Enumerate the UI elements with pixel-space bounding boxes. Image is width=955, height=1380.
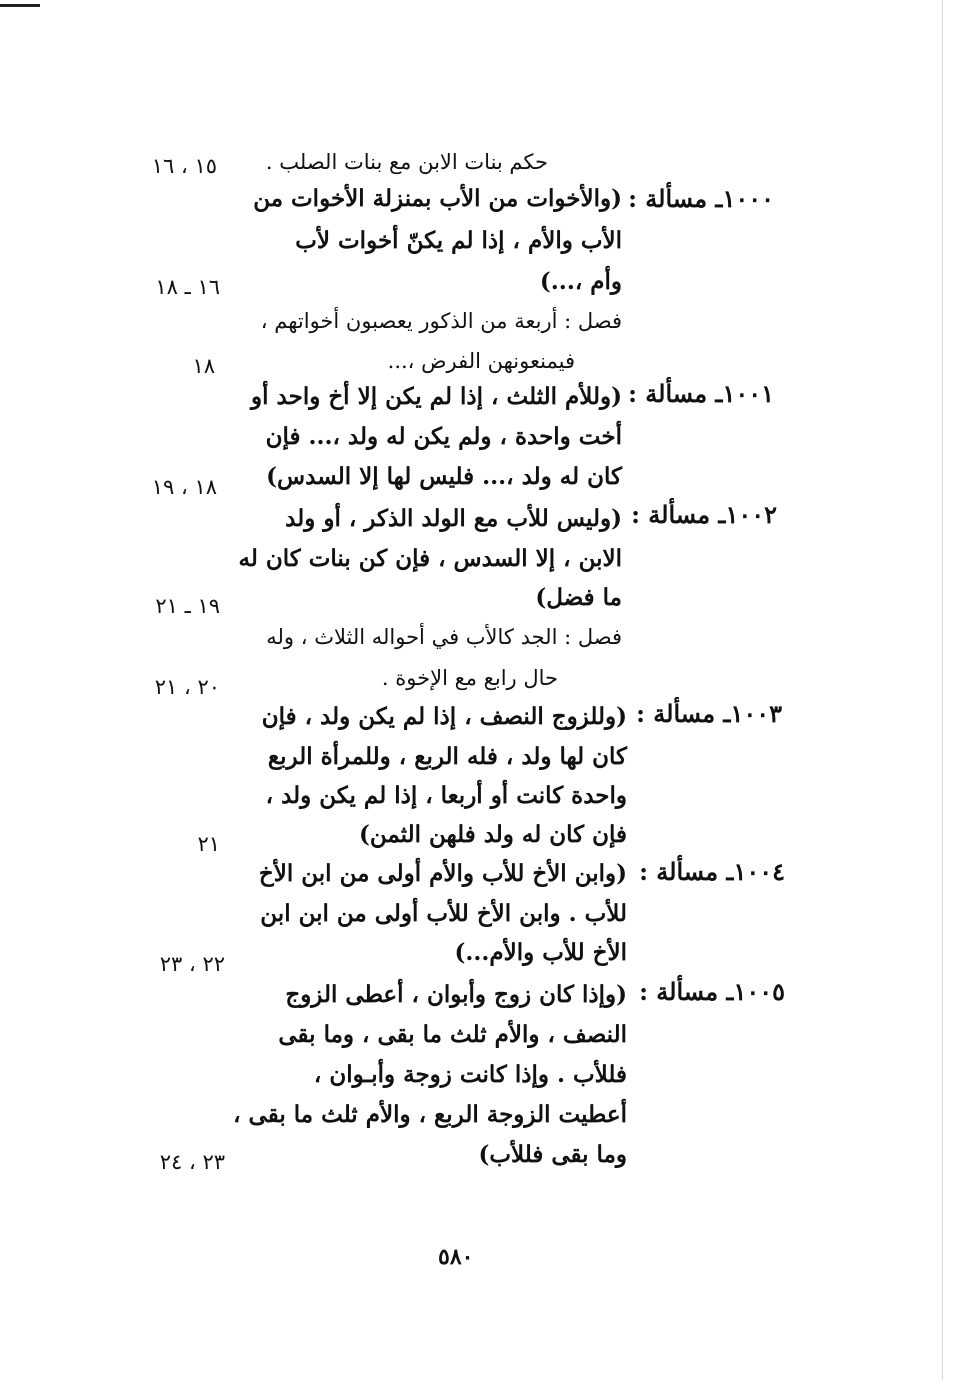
entry-line: (وليس للأب مع الولد الذكر ، أو ولد	[285, 505, 622, 532]
masala-label: ١٠٠٣ـ مسألة :	[636, 699, 782, 728]
entry-line: (وابن الأخ للأب والأم أولى من ابن الأخ	[258, 860, 627, 887]
page-reference: ٢٢ ، ٢٣	[159, 952, 225, 976]
page-number: ٥٨٠	[438, 1244, 474, 1270]
entry-line: حال رابع مع الإخوة .	[381, 666, 558, 690]
top-rule	[0, 4, 40, 7]
page-reference: ٢٠ ، ٢١	[154, 675, 220, 699]
page-reference: ١٨ ، ١٩	[151, 475, 217, 499]
page-reference: ٢١	[197, 832, 220, 856]
entry-line: فللأب . وإذا كانت زوجة وأبـوان ،	[313, 1061, 627, 1088]
entry-line: حكم بنات الابن مع بنات الصلب .	[265, 150, 548, 174]
entry-line: كان لها ولد ، فله الربع ، وللمرأة الربع	[267, 743, 627, 770]
masala-label: ١٠٠٢ـ مسألة :	[631, 500, 777, 529]
masala-label: ١٠٠٤ـ مسألة :	[639, 857, 785, 886]
entry-line: أخت واحدة ، ولم يكن له ولد ،... فإن	[265, 423, 622, 450]
entry-line: وأم ،...)	[539, 268, 622, 295]
entry-line: الابن ، إلا السدس ، فإن كن بنات كان له	[238, 545, 622, 572]
entry-line: (وإذا كان زوج وأبوان ، أعطى الزوج	[285, 981, 627, 1008]
masala-label: ١٠٠٠ـ مسألة :	[628, 184, 774, 213]
entry-line: فصل : الجد كالأب في أحواله الثلاث ، وله	[266, 625, 622, 649]
page-reference: ١٨	[192, 354, 215, 378]
entry-line: واحدة كانت أو أربعا ، إذا لم يكن ولد ،	[265, 782, 627, 809]
entry-line: (وللزوج النصف ، إذا لم يكن ولد ، فإن	[261, 703, 627, 730]
masala-label: ١٠٠١ـ مسألة :	[628, 379, 774, 408]
scan-edge-line	[942, 0, 943, 1380]
page-reference: ١٩ ـ ٢١	[155, 594, 220, 618]
entry-line: النصف ، والأم ثلث ما بقى ، وما بقى	[278, 1021, 627, 1048]
entry-line: للأب . وابن الأخ للأب أولى من ابن ابن	[260, 900, 627, 927]
entry-line: الأب والأم ، إذا لم يكنّ أخوات لأب	[295, 227, 622, 254]
entry-line: وما بقى فللأب)	[478, 1141, 627, 1168]
page-reference: ٢٣ ، ٢٤	[159, 1150, 225, 1174]
entry-line: (وللأم الثلث ، إذا لم يكن إلا أخ واحد أو	[251, 383, 622, 410]
entry-line: فإن كان له ولد فلهن الثمن)	[358, 821, 627, 848]
entry-line: فصل : أربعة من الذكور يعصبون أخواتهم ،	[260, 309, 622, 333]
page-reference: ١٦ ـ ١٨	[155, 275, 220, 299]
entry-line: فيمنعونهن الفرض ،...	[387, 349, 575, 373]
entry-line: (والأخوات من الأب بمنزلة الأخوات من	[253, 185, 622, 212]
page-reference: ١٥ ، ١٦	[151, 154, 217, 178]
entry-line: كان له ولد ،... فليس لها إلا السدس)	[266, 463, 622, 490]
masala-label: ١٠٠٥ـ مسألة :	[639, 977, 785, 1006]
entry-line: الأخ للأب والأم...)	[454, 939, 627, 966]
entry-line: ما فضل)	[535, 584, 622, 611]
entry-line: أعطيت الزوجة الربع ، والأم ثلث ما بقى ،	[233, 1101, 627, 1128]
